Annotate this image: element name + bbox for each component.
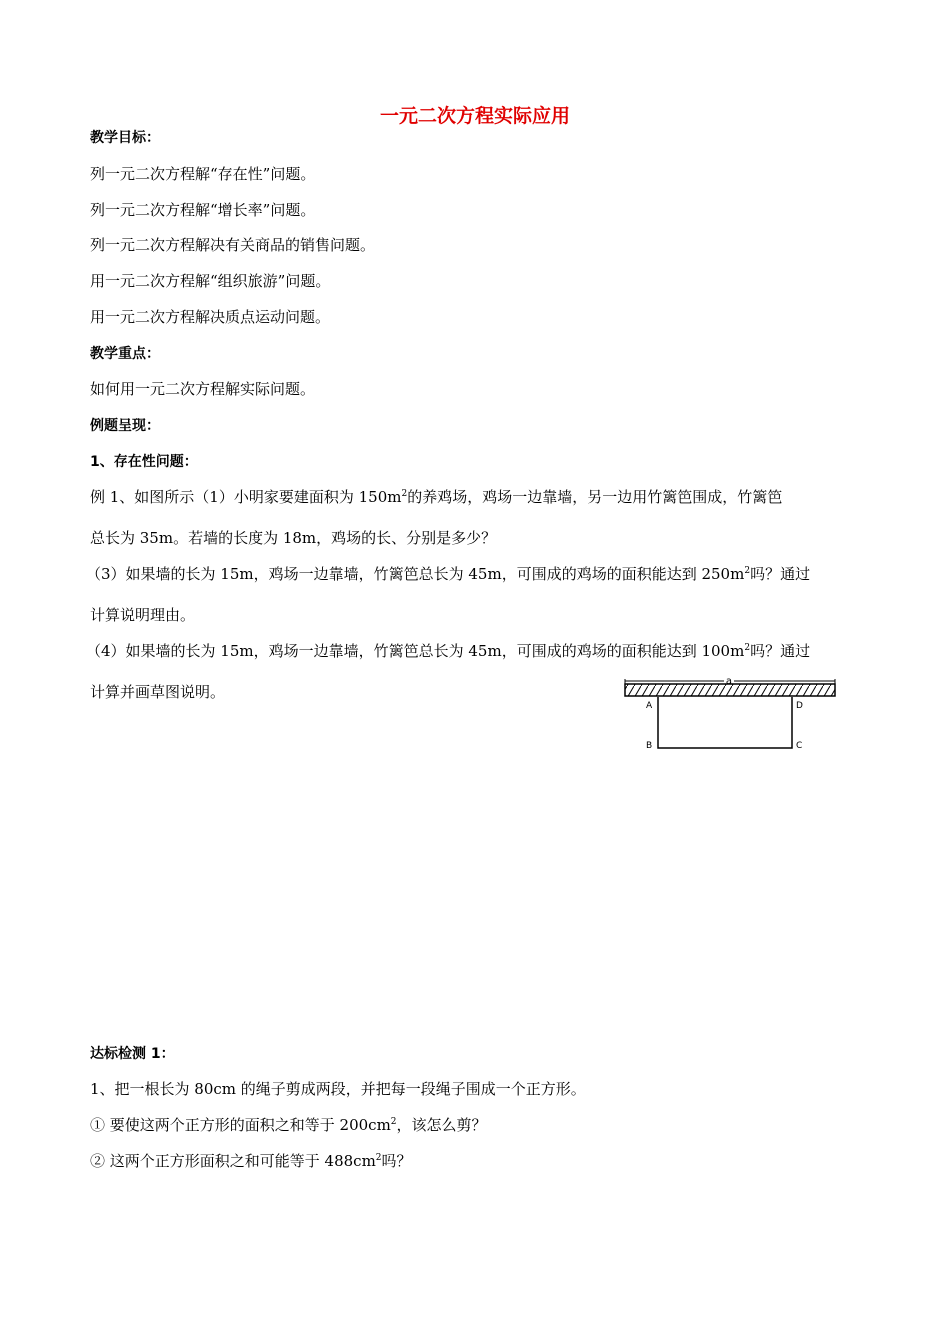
check-question1-b — [90, 1150, 412, 1171]
check-question1: 1、把一根长为 80cm 的绳子剪成两段，并把每一段绳子围成一个正方形。 — [90, 1080, 586, 1098]
question4-text-b: 吗？通过 — [750, 642, 811, 660]
goal-item: 列一元二次方程解“存在性”问题。 — [90, 165, 316, 183]
fence-rect — [658, 697, 792, 748]
check-question1-a — [90, 1114, 487, 1135]
section-existence: 1、存在性问题： — [90, 454, 198, 470]
goal-item: 用一元二次方程解“组织旅游”问题。 — [90, 272, 331, 290]
example1-line2: 总长为 35m。若墙的长度为 18m，鸡场的长、分别是多少？ — [90, 529, 497, 547]
focus-heading: 教学重点： — [90, 346, 160, 362]
question4-line2: 计算并画草图说明。 — [90, 683, 226, 701]
superscript: 2 — [744, 643, 751, 653]
focus-text: 如何用一元二次方程解实际问题。 — [90, 380, 316, 398]
check-heading: 达标检测 1： — [90, 1046, 175, 1062]
check-q1a-text: ① 要使这两个正方形的面积之和等于 200cm — [90, 1116, 391, 1134]
superscript: 2 — [401, 489, 408, 499]
question4-line1 — [86, 640, 810, 661]
label-D: D — [796, 701, 803, 711]
goal-item: 列一元二次方程解决有关商品的销售问题。 — [90, 236, 376, 254]
example1-line1 — [90, 486, 782, 507]
superscript: 2 — [390, 1117, 397, 1127]
label-C: C — [796, 741, 803, 751]
chicken-farm-diagram — [620, 674, 845, 759]
label-B: B — [646, 741, 653, 751]
example1-text-a: 例 1、如图所示（1）小明家要建面积为 150m — [90, 488, 402, 506]
question4-text-a: （4）如果墙的长为 15m，鸡场一边靠墙，竹篱笆总长为 45m，可围成的鸡场的面积能达到 100m — [86, 642, 745, 660]
question3-line1 — [86, 563, 810, 584]
goal-item: 用一元二次方程解决质点运动问题。 — [90, 308, 331, 326]
check-q1b-text-end: 吗？ — [381, 1152, 412, 1170]
superscript: 2 — [744, 566, 751, 576]
label-a: a — [725, 676, 733, 687]
question3-text-a: （3）如果墙的长为 15m，鸡场一边靠墙，竹篱笆总长为 45m，可围成的鸡场的面积能达到 250m — [86, 565, 745, 583]
superscript: 2 — [375, 1153, 382, 1163]
goal-item: 列一元二次方程解“增长率”问题。 — [90, 201, 316, 219]
page-title: 一元二次方程实际应用 — [379, 105, 570, 127]
goals-heading: 教学目标： — [90, 130, 160, 146]
question3-text-b: 吗？通过 — [750, 565, 811, 583]
check-q1a-text-end: ，该怎么剪？ — [396, 1116, 487, 1134]
check-q1b-text: ② 这两个正方形面积之和可能等于 488cm — [90, 1152, 376, 1170]
examples-heading: 例题呈现： — [90, 418, 160, 434]
question3-line2: 计算说明理由。 — [90, 606, 196, 624]
example1-text-b: 的养鸡场，鸡场一边靠墙，另一边用竹篱笆围成，竹篱笆 — [407, 488, 783, 506]
label-A: A — [646, 701, 653, 711]
